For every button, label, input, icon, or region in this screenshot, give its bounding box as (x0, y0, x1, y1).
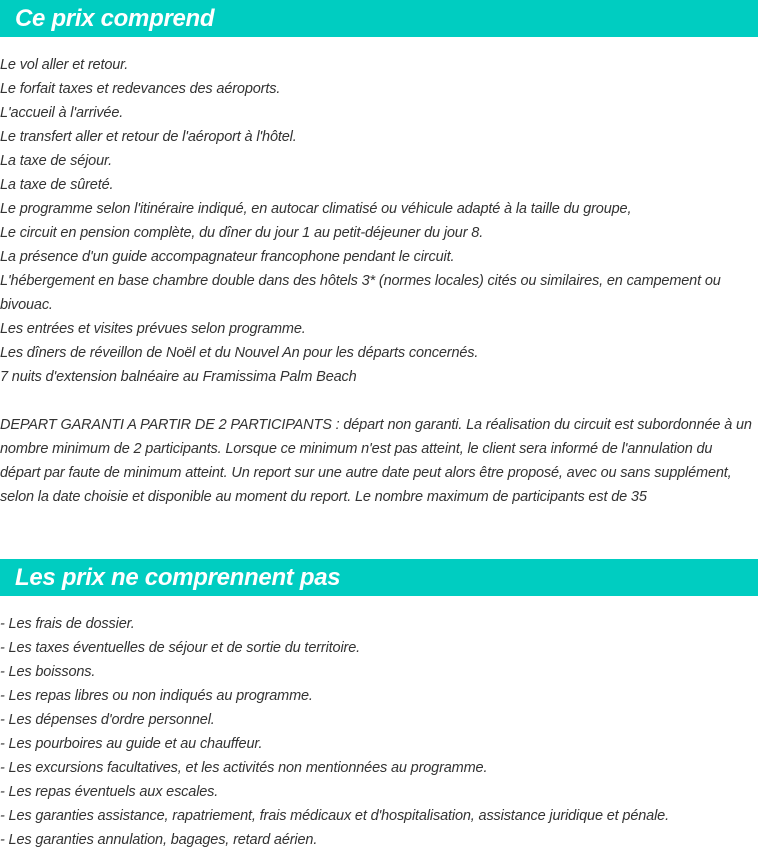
included-item: L'accueil à l'arrivée. (0, 105, 124, 121)
excluded-list (0, 612, 758, 852)
excluded-item: - Les garanties annulation, bagages, retard aérien. (0, 832, 318, 848)
section-header-included (0, 0, 758, 37)
excluded-item: - Les taxes éventuelles de séjour et de sortie du territoire. (0, 640, 360, 656)
included-item: La taxe de séjour. (0, 153, 113, 169)
included-item: Le circuit en pension complète, du dîner du jour 1 au petit-déjeuner du jour 8. (0, 225, 484, 241)
excluded-item: - Les frais de dossier. (0, 616, 135, 632)
excluded-item: - Les dépenses d'ordre personnel. (0, 712, 215, 728)
section-title-included: Ce prix comprend (15, 5, 215, 32)
excluded-item: - Les boissons. (0, 664, 96, 680)
excluded-item: - Les repas éventuels aux escales. (0, 784, 219, 800)
included-item: La taxe de sûreté. (0, 177, 114, 193)
included-item: Le vol aller et retour. (0, 57, 129, 73)
included-item: 7 nuits d'extension balnéaire au Framissima Palm Beach (0, 369, 357, 385)
included-item: Le transfert aller et retour de l'aéroport à l'hôtel. (0, 129, 297, 145)
included-item: La présence d'un guide accompagnateur francophone pendant le circuit. (0, 249, 455, 265)
excluded-item: - Les excursions facultatives, et les activités non mentionnées au programme. (0, 760, 488, 776)
included-item: Les entrées et visites prévues selon programme. (0, 321, 306, 337)
section-header-excluded (0, 559, 758, 596)
excluded-item: - Les repas libres ou non indiqués au programme. (0, 688, 313, 704)
section-title-excluded: Les prix ne comprennent pas (15, 564, 341, 591)
included-item: Le forfait taxes et redevances des aéroports. (0, 81, 281, 97)
spacer (0, 389, 758, 413)
included-item: Le programme selon l'itinéraire indiqué, en autocar climatisé ou véhicule adapté à la taille du groupe, (0, 201, 632, 217)
included-list (0, 53, 758, 509)
excluded-item: - Les garanties assistance, rapatriement, frais médicaux et d'hospitalisation, assistance juridique et pénale. (0, 808, 669, 824)
guaranteed-departure-note: DEPART GARANTI A PARTIR DE 2 PARTICIPANTS : départ non garanti. La réalisation du circuit est subordonnée à un nombre minimum de 2 participants. Lorsque ce minimum n'est pas atteint, le client sera informé de l'annulation du départ par faute de minimum atteint. Un report sur une autre date peut alors être proposé, avec ou sans supplément, selon la date choisie et disponible au moment du report. Le nombre maximum de participants est de 35 (0, 417, 752, 505)
included-item: Les dîners de réveillon de Noël et du Nouvel An pour les départs concernés. (0, 345, 479, 361)
included-item: L'hébergement en base chambre double dans des hôtels 3* (normes locales) cités ou similaires, en campement ou bivouac. (0, 273, 721, 313)
excluded-item: - Les pourboires au guide et au chauffeur. (0, 736, 263, 752)
